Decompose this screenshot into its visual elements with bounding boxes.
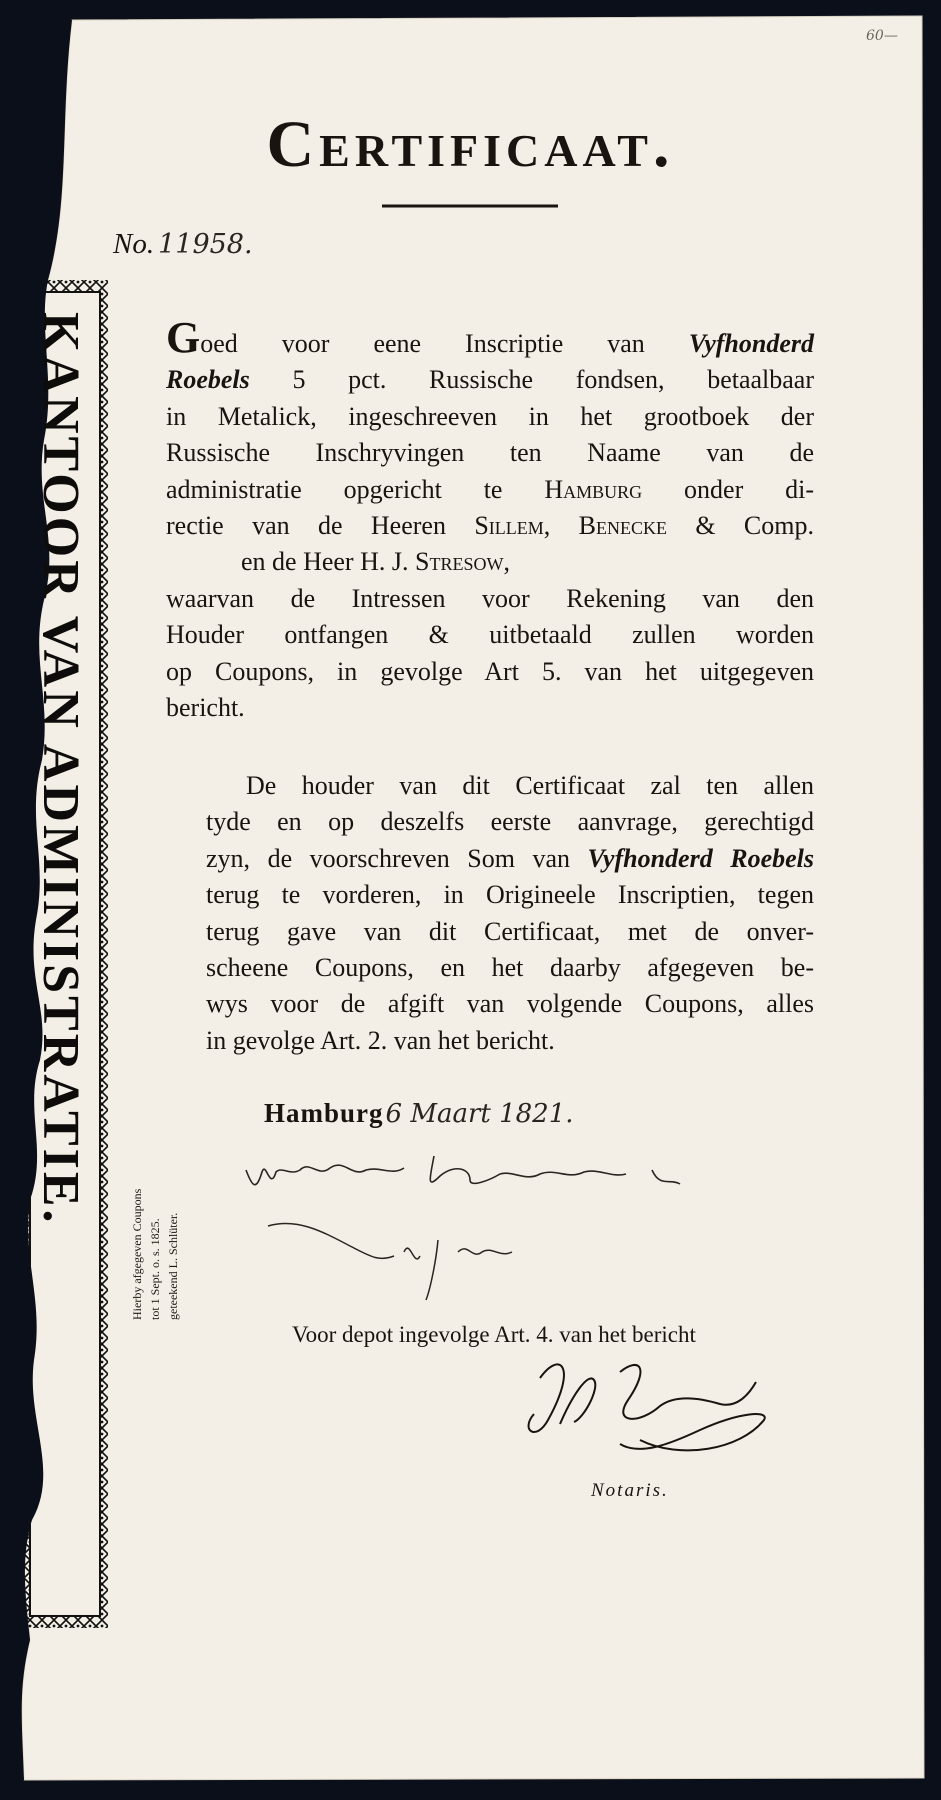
side-note-line: tot 1 Sept. o. s. 1825. — [148, 1218, 162, 1320]
text-line: op Coupons, in gevolge Art 5. van het uitgegeven — [166, 656, 814, 686]
certificate-number — [113, 228, 253, 261]
document-title: Certificaat. — [266, 108, 675, 181]
text-line: De houder van dit Certificaat zal ten allen — [246, 771, 814, 800]
number-value: 11958. — [158, 229, 253, 260]
text-line: zyn, de voorschreven Som van — [206, 843, 570, 873]
text-line: terug te vorderen, in Origineele Inscriptien, tegen — [206, 880, 814, 910]
side-note-line: Hierby afgegeven Coupons — [130, 1188, 144, 1320]
text-line: bericht. — [166, 693, 245, 723]
margin-note: 60— — [866, 28, 898, 44]
place-and-date — [264, 1098, 574, 1129]
text-line: oed voor eene Inscriptie van — [200, 329, 645, 358]
text-line: en de Heer H. J. — [241, 547, 409, 577]
city-name: Hamburg — [544, 474, 643, 504]
date-handwritten: 6 Maart 1821. — [385, 1099, 574, 1129]
text-line: in Metalick, ingeschreeven in het grootboek der — [166, 401, 814, 431]
text-line: waarvan de Intressen voor Rekening van den — [166, 583, 814, 613]
side-note — [128, 1189, 182, 1320]
paragraph-1 — [166, 313, 815, 726]
text-line: & Comp. — [695, 511, 814, 541]
border-text: KANTOOR VAN ADMINISTRATIE. — [32, 312, 89, 1226]
number-label: No. — [113, 228, 155, 260]
dropcap: G — [166, 313, 201, 362]
text-line: 5 pct. Russische fondsen, betaalbaar — [292, 365, 814, 395]
text-line: in gevolge Art. 2. van het bericht. — [206, 1025, 555, 1055]
text-line: Houder ontfangen & uitbetaald zullen worden — [166, 620, 814, 650]
paragraph-2 — [166, 768, 814, 1059]
amount-italic: Vyfhonderd Roebels — [587, 843, 814, 873]
amount-italic: Roebels — [166, 365, 250, 395]
text-line: terug gave van dit Certificaat, met de onver- — [206, 916, 814, 946]
text-line: tyde en op deszelfs eerste aanvrage, gerechtigd — [206, 807, 814, 837]
text-line: rectie van de Heeren — [166, 511, 446, 541]
text-line: wys voor de afgift van volgende Coupons, alles — [206, 989, 814, 1019]
text-line: scheene Coupons, en het daarby afgegeven be- — [206, 953, 814, 983]
text-line: Russische Inschryvingen ten Naame van de — [166, 438, 814, 468]
notary-title: Notaris. — [591, 1480, 669, 1501]
text-line: administratie opgericht te — [166, 474, 503, 504]
text-line: onder di- — [684, 474, 815, 504]
place-name: Hamburg — [264, 1098, 384, 1128]
amount-italic: Vyfhonderd — [688, 329, 815, 358]
firm-name: Sillem, Benecke — [474, 511, 667, 541]
person-name: Stresow, — [415, 547, 510, 577]
depot-text: Voor depot ingevolge Art. 4. van het bericht — [292, 1322, 696, 1347]
side-note-line: geteekend L. Schlüter. — [166, 1212, 180, 1320]
